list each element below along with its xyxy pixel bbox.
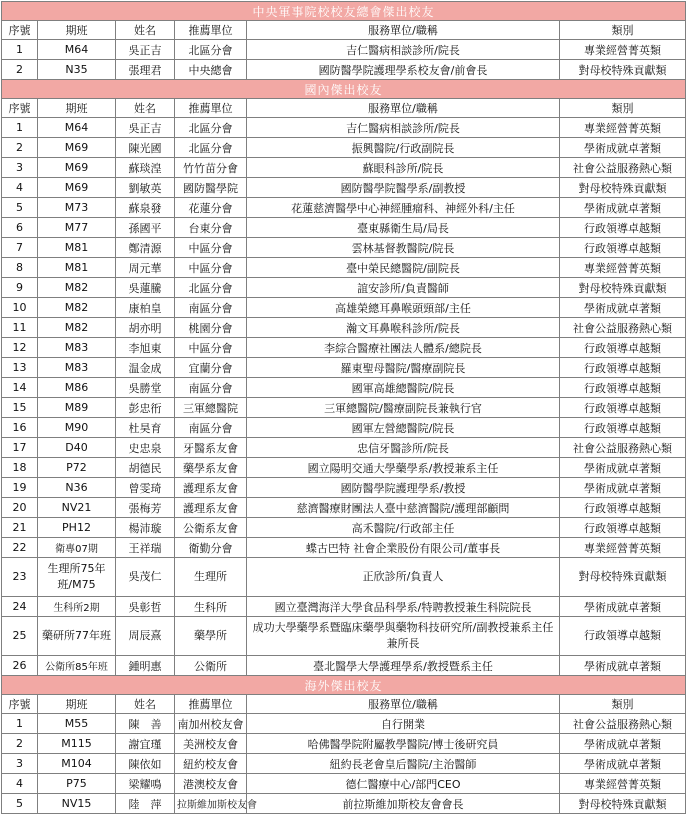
cell-cat: 對母校特殊貢獻類 — [560, 558, 686, 597]
cell-unit: 國防醫學院 — [175, 178, 247, 198]
cell-cls: M55 — [38, 714, 116, 734]
cell-name: 張理君 — [116, 60, 175, 80]
cell-cat: 行政領導卓越類 — [560, 398, 686, 418]
cell-post: 吉仁醫病相談診所/院長 — [247, 40, 560, 60]
cell-unit: 中央總會 — [175, 60, 247, 80]
cell-seq: 14 — [2, 378, 38, 398]
cell-seq: 21 — [2, 518, 38, 538]
cell-post: 國立陽明交通大學藥學系/教授兼系主任 — [247, 458, 560, 478]
cell-post: 蝶古巴特 社會企業股份有限公司/董事長 — [247, 538, 560, 558]
cell-post: 臺北醫學大學護理學系/教授暨系主任 — [247, 656, 560, 676]
cell-post: 李綜合醫療社團法人體系/總院長 — [247, 338, 560, 358]
table-row — [2, 378, 686, 398]
table-row — [2, 518, 686, 538]
cell-cls: M83 — [38, 338, 116, 358]
cell-name: 劉敏英 — [116, 178, 175, 198]
cell-cls: M89 — [38, 398, 116, 418]
cell-post: 三軍總醫院/醫療副院長兼執行官 — [247, 398, 560, 418]
cell-seq: 26 — [2, 656, 38, 676]
cell-name: 王祥瑞 — [116, 538, 175, 558]
cell-post: 國立臺灣海洋大學食品科學系/特聘教授兼生科院院長 — [247, 597, 560, 617]
cell-post: 雲林基督教醫院/院長 — [247, 238, 560, 258]
cell-unit: 紐約校友會 — [175, 754, 247, 774]
table-row — [2, 258, 686, 278]
cell-name: 張梅芳 — [116, 498, 175, 518]
cell-cls: M82 — [38, 318, 116, 338]
cell-unit: 花蓮分會 — [175, 198, 247, 218]
cell-cat: 專業經營菁英類 — [560, 538, 686, 558]
cell-cat: 對母校特殊貢獻類 — [560, 794, 686, 814]
cell-seq: 19 — [2, 478, 38, 498]
cell-cls: 生科所2期 — [38, 597, 116, 617]
header-seq: 序號 — [2, 99, 38, 118]
cell-cls: M115 — [38, 734, 116, 754]
cell-seq: 16 — [2, 418, 38, 438]
cell-seq: 6 — [2, 218, 38, 238]
cell-unit: 護理系友會 — [175, 498, 247, 518]
table-row — [2, 298, 686, 318]
header-cls: 期班 — [38, 695, 116, 714]
cell-seq: 15 — [2, 398, 38, 418]
cell-post: 瀚文耳鼻喉科診所/院長 — [247, 318, 560, 338]
header-unit: 推薦單位 — [175, 99, 247, 118]
header-cls: 期班 — [38, 99, 116, 118]
cell-cls: M83 — [38, 358, 116, 378]
cell-seq: 11 — [2, 318, 38, 338]
cell-name: 周辰熹 — [116, 617, 175, 656]
cell-post: 德仁醫療中心/部門CEO — [247, 774, 560, 794]
table-row — [2, 418, 686, 438]
cell-seq: 17 — [2, 438, 38, 458]
cell-cls: NV21 — [38, 498, 116, 518]
cell-seq: 22 — [2, 538, 38, 558]
header-seq: 序號 — [2, 21, 38, 40]
column-header-row — [2, 99, 686, 118]
cell-seq: 13 — [2, 358, 38, 378]
cell-name: 鄭清源 — [116, 238, 175, 258]
table-row — [2, 617, 686, 656]
table-row — [2, 597, 686, 617]
cell-post: 慈濟醫療財團法人臺中慈濟醫院/護理部顧問 — [247, 498, 560, 518]
table-row — [2, 734, 686, 754]
cell-cls: N35 — [38, 60, 116, 80]
cell-unit: 北區分會 — [175, 138, 247, 158]
cell-post: 國軍高雄總醫院/院長 — [247, 378, 560, 398]
cell-name: 吳蓮騰 — [116, 278, 175, 298]
cell-name: 胡亦明 — [116, 318, 175, 338]
cell-name: 陳依如 — [116, 754, 175, 774]
header-unit: 推薦單位 — [175, 695, 247, 714]
cell-unit: 生科所 — [175, 597, 247, 617]
table-row — [2, 318, 686, 338]
cell-cat: 行政領導卓越類 — [560, 418, 686, 438]
cell-post: 國軍左營總醫院/院長 — [247, 418, 560, 438]
cell-unit: 中區分會 — [175, 238, 247, 258]
cell-cls: M81 — [38, 238, 116, 258]
cell-seq: 24 — [2, 597, 38, 617]
cell-cls: M90 — [38, 418, 116, 438]
header-cat: 類別 — [560, 695, 686, 714]
cell-name: 孫國平 — [116, 218, 175, 238]
table-row — [2, 458, 686, 478]
cell-seq: 9 — [2, 278, 38, 298]
table-row — [2, 138, 686, 158]
cell-seq: 18 — [2, 458, 38, 478]
cell-cat: 學術成就卓著類 — [560, 597, 686, 617]
cell-cls: M77 — [38, 218, 116, 238]
cell-unit: 拉斯維加斯校友會 — [175, 794, 247, 814]
cell-post: 國防醫學院護理學系/教授 — [247, 478, 560, 498]
table-row — [2, 118, 686, 138]
table-row — [2, 238, 686, 258]
cell-name: 吳正吉 — [116, 118, 175, 138]
cell-cls: 公衛所85年班 — [38, 656, 116, 676]
cell-post: 忠信牙醫診所/院長 — [247, 438, 560, 458]
cell-cls: M82 — [38, 298, 116, 318]
cell-unit: 藥學所 — [175, 617, 247, 656]
cell-unit: 牙醫系友會 — [175, 438, 247, 458]
cell-unit: 中區分會 — [175, 258, 247, 278]
cell-name: 杜昊育 — [116, 418, 175, 438]
cell-seq: 3 — [2, 754, 38, 774]
table-row — [2, 794, 686, 814]
table-row — [2, 60, 686, 80]
cell-cls: M73 — [38, 198, 116, 218]
cell-cat: 行政領導卓越類 — [560, 358, 686, 378]
cell-name: 吳勝堂 — [116, 378, 175, 398]
table-row — [2, 338, 686, 358]
table-row — [2, 656, 686, 676]
cell-cls: 生理所75年班/M75 — [38, 558, 116, 597]
cell-name: 史忠泉 — [116, 438, 175, 458]
cell-cat: 行政領導卓越類 — [560, 498, 686, 518]
cell-unit: 北區分會 — [175, 278, 247, 298]
table-row — [2, 398, 686, 418]
table-row — [2, 558, 686, 597]
cell-cat: 專業經營菁英類 — [560, 118, 686, 138]
header-cat: 類別 — [560, 21, 686, 40]
cell-cls: NV15 — [38, 794, 116, 814]
cell-cat: 學術成就卓著類 — [560, 754, 686, 774]
cell-cat: 學術成就卓著類 — [560, 298, 686, 318]
cell-seq: 25 — [2, 617, 38, 656]
cell-unit: 南區分會 — [175, 418, 247, 438]
cell-post: 羅東聖母醫院/醫療副院長 — [247, 358, 560, 378]
table-row — [2, 218, 686, 238]
cell-name: 陳 善 — [116, 714, 175, 734]
table-row — [2, 198, 686, 218]
cell-post: 花蓮慈濟醫學中心神經腫瘤科、神經外科/主任 — [247, 198, 560, 218]
cell-unit: 生理所 — [175, 558, 247, 597]
cell-name: 鍾明惠 — [116, 656, 175, 676]
table-row — [2, 498, 686, 518]
cell-cat: 行政領導卓越類 — [560, 518, 686, 538]
table-row — [2, 178, 686, 198]
cell-seq: 4 — [2, 774, 38, 794]
cell-cat: 對母校特殊貢獻類 — [560, 60, 686, 80]
cell-post: 吉仁醫病相談診所/院長 — [247, 118, 560, 138]
cell-unit: 桃園分會 — [175, 318, 247, 338]
cell-cat: 專業經營菁英類 — [560, 258, 686, 278]
cell-unit: 北區分會 — [175, 40, 247, 60]
cell-post: 國防醫學院醫學系/副教授 — [247, 178, 560, 198]
cell-cat: 學術成就卓著類 — [560, 478, 686, 498]
table-row — [2, 158, 686, 178]
cell-cls: M82 — [38, 278, 116, 298]
cell-cat: 行政領導卓越類 — [560, 218, 686, 238]
cell-name: 陸 萍 — [116, 794, 175, 814]
section-title: 海外傑出校友 — [2, 676, 686, 695]
table-row — [2, 774, 686, 794]
cell-name: 康柏皇 — [116, 298, 175, 318]
cell-cat: 社會公益服務熱心類 — [560, 158, 686, 178]
cell-post: 前拉斯維加斯校友會會長 — [247, 794, 560, 814]
cell-seq: 5 — [2, 198, 38, 218]
cell-cat: 學術成就卓著類 — [560, 734, 686, 754]
cell-unit: 衛勤分會 — [175, 538, 247, 558]
cell-cat: 對母校特殊貢獻類 — [560, 278, 686, 298]
cell-unit: 護理系友會 — [175, 478, 247, 498]
cell-seq: 20 — [2, 498, 38, 518]
cell-cls: M64 — [38, 118, 116, 138]
cell-cls: M81 — [38, 258, 116, 278]
cell-post: 國防醫學院護理學系校友會/前會長 — [247, 60, 560, 80]
cell-cat: 社會公益服務熱心類 — [560, 714, 686, 734]
cell-cls: P72 — [38, 458, 116, 478]
cell-name: 彭忠衎 — [116, 398, 175, 418]
cell-cls: P75 — [38, 774, 116, 794]
cell-unit: 南區分會 — [175, 298, 247, 318]
cell-seq: 1 — [2, 118, 38, 138]
cell-name: 梁耀鳴 — [116, 774, 175, 794]
header-post: 服務單位/職稱 — [247, 99, 560, 118]
cell-seq: 8 — [2, 258, 38, 278]
alumni-roster-table — [1, 1, 686, 814]
table-row — [2, 478, 686, 498]
cell-cls: M64 — [38, 40, 116, 60]
cell-cls: M69 — [38, 178, 116, 198]
header-name: 姓名 — [116, 99, 175, 118]
section-title: 中央軍事院校校友總會傑出校友 — [2, 2, 686, 21]
table-row — [2, 438, 686, 458]
cell-seq: 2 — [2, 60, 38, 80]
cell-cat: 專業經營菁英類 — [560, 40, 686, 60]
cell-seq: 12 — [2, 338, 38, 358]
section-title-row — [2, 2, 686, 21]
cell-unit: 竹竹苗分會 — [175, 158, 247, 178]
cell-unit: 南區分會 — [175, 378, 247, 398]
table-row — [2, 358, 686, 378]
cell-cat: 學術成就卓著類 — [560, 656, 686, 676]
cell-cat: 社會公益服務熱心類 — [560, 318, 686, 338]
cell-cat: 行政領導卓越類 — [560, 378, 686, 398]
cell-cls: M69 — [38, 138, 116, 158]
cell-unit: 美洲校友會 — [175, 734, 247, 754]
cell-cls: M86 — [38, 378, 116, 398]
cell-seq: 7 — [2, 238, 38, 258]
header-unit: 推薦單位 — [175, 21, 247, 40]
header-post: 服務單位/職稱 — [247, 695, 560, 714]
section-title-row — [2, 80, 686, 99]
cell-cat: 學術成就卓著類 — [560, 138, 686, 158]
cell-name: 蘇琰湟 — [116, 158, 175, 178]
cell-cls: M69 — [38, 158, 116, 178]
cell-cls: 衛專07期 — [38, 538, 116, 558]
header-post: 服務單位/職稱 — [247, 21, 560, 40]
table-row — [2, 714, 686, 734]
cell-cls: 藥研所77年班 — [38, 617, 116, 656]
cell-post: 臺東縣衛生局/局長 — [247, 218, 560, 238]
cell-post: 自行開業 — [247, 714, 560, 734]
cell-seq: 2 — [2, 138, 38, 158]
cell-post: 紐約長老會皇后醫院/主治醫師 — [247, 754, 560, 774]
cell-post: 成功大學藥學系暨臨床藥學與藥物科技研究所/副教授兼系主任兼所長 — [247, 617, 560, 656]
cell-unit: 公衛所 — [175, 656, 247, 676]
cell-cls: N36 — [38, 478, 116, 498]
cell-name: 陳光國 — [116, 138, 175, 158]
column-header-row — [2, 695, 686, 714]
cell-cat: 行政領導卓越類 — [560, 338, 686, 358]
cell-post: 蘇眼科診所/院長 — [247, 158, 560, 178]
column-header-row — [2, 21, 686, 40]
cell-name: 吳正吉 — [116, 40, 175, 60]
cell-unit: 中區分會 — [175, 338, 247, 358]
cell-name: 吳茂仁 — [116, 558, 175, 597]
cell-unit: 宜蘭分會 — [175, 358, 247, 378]
table-row — [2, 40, 686, 60]
cell-post: 哈佛醫學院附屬教學醫院/博士後研究員 — [247, 734, 560, 754]
header-name: 姓名 — [116, 695, 175, 714]
cell-name: 謝宜瑾 — [116, 734, 175, 754]
cell-seq: 10 — [2, 298, 38, 318]
cell-unit: 南加州校友會 — [175, 714, 247, 734]
cell-cls: M104 — [38, 754, 116, 774]
cell-cat: 學術成就卓著類 — [560, 458, 686, 478]
section-title-row — [2, 676, 686, 695]
cell-cat: 社會公益服務熱心類 — [560, 438, 686, 458]
cell-seq: 1 — [2, 40, 38, 60]
cell-post: 高禾醫院/行政部主任 — [247, 518, 560, 538]
cell-unit: 公衛系友會 — [175, 518, 247, 538]
cell-name: 李旭東 — [116, 338, 175, 358]
cell-cat: 學術成就卓著類 — [560, 198, 686, 218]
cell-name: 楊沛璇 — [116, 518, 175, 538]
table-row — [2, 278, 686, 298]
cell-post: 高雄榮總耳鼻喉頭頸部/主任 — [247, 298, 560, 318]
cell-post: 臺中榮民總醫院/副院長 — [247, 258, 560, 278]
cell-cat: 對母校特殊貢獻類 — [560, 178, 686, 198]
cell-seq: 3 — [2, 158, 38, 178]
header-name: 姓名 — [116, 21, 175, 40]
header-seq: 序號 — [2, 695, 38, 714]
cell-name: 周元華 — [116, 258, 175, 278]
cell-unit: 台東分會 — [175, 218, 247, 238]
cell-name: 曾雯琦 — [116, 478, 175, 498]
cell-unit: 港澳校友會 — [175, 774, 247, 794]
cell-cat: 專業經營菁英類 — [560, 774, 686, 794]
cell-unit: 三軍總醫院 — [175, 398, 247, 418]
cell-unit: 藥學系友會 — [175, 458, 247, 478]
cell-post: 正欣診所/負責人 — [247, 558, 560, 597]
cell-seq: 2 — [2, 734, 38, 754]
header-cat: 類別 — [560, 99, 686, 118]
cell-name: 温金成 — [116, 358, 175, 378]
cell-cls: D40 — [38, 438, 116, 458]
cell-name: 胡德民 — [116, 458, 175, 478]
header-cls: 期班 — [38, 21, 116, 40]
cell-cat: 行政領導卓越類 — [560, 617, 686, 656]
cell-name: 吳彰哲 — [116, 597, 175, 617]
cell-seq: 4 — [2, 178, 38, 198]
cell-name: 蘇泉發 — [116, 198, 175, 218]
cell-post: 振興醫院/行政副院長 — [247, 138, 560, 158]
cell-cat: 行政領導卓越類 — [560, 238, 686, 258]
table-row — [2, 538, 686, 558]
cell-unit: 北區分會 — [175, 118, 247, 138]
table-row — [2, 754, 686, 774]
cell-post: 誼安診所/負責醫師 — [247, 278, 560, 298]
cell-seq: 5 — [2, 794, 38, 814]
cell-seq: 23 — [2, 558, 38, 597]
cell-seq: 1 — [2, 714, 38, 734]
section-title: 國內傑出校友 — [2, 80, 686, 99]
cell-cls: PH12 — [38, 518, 116, 538]
